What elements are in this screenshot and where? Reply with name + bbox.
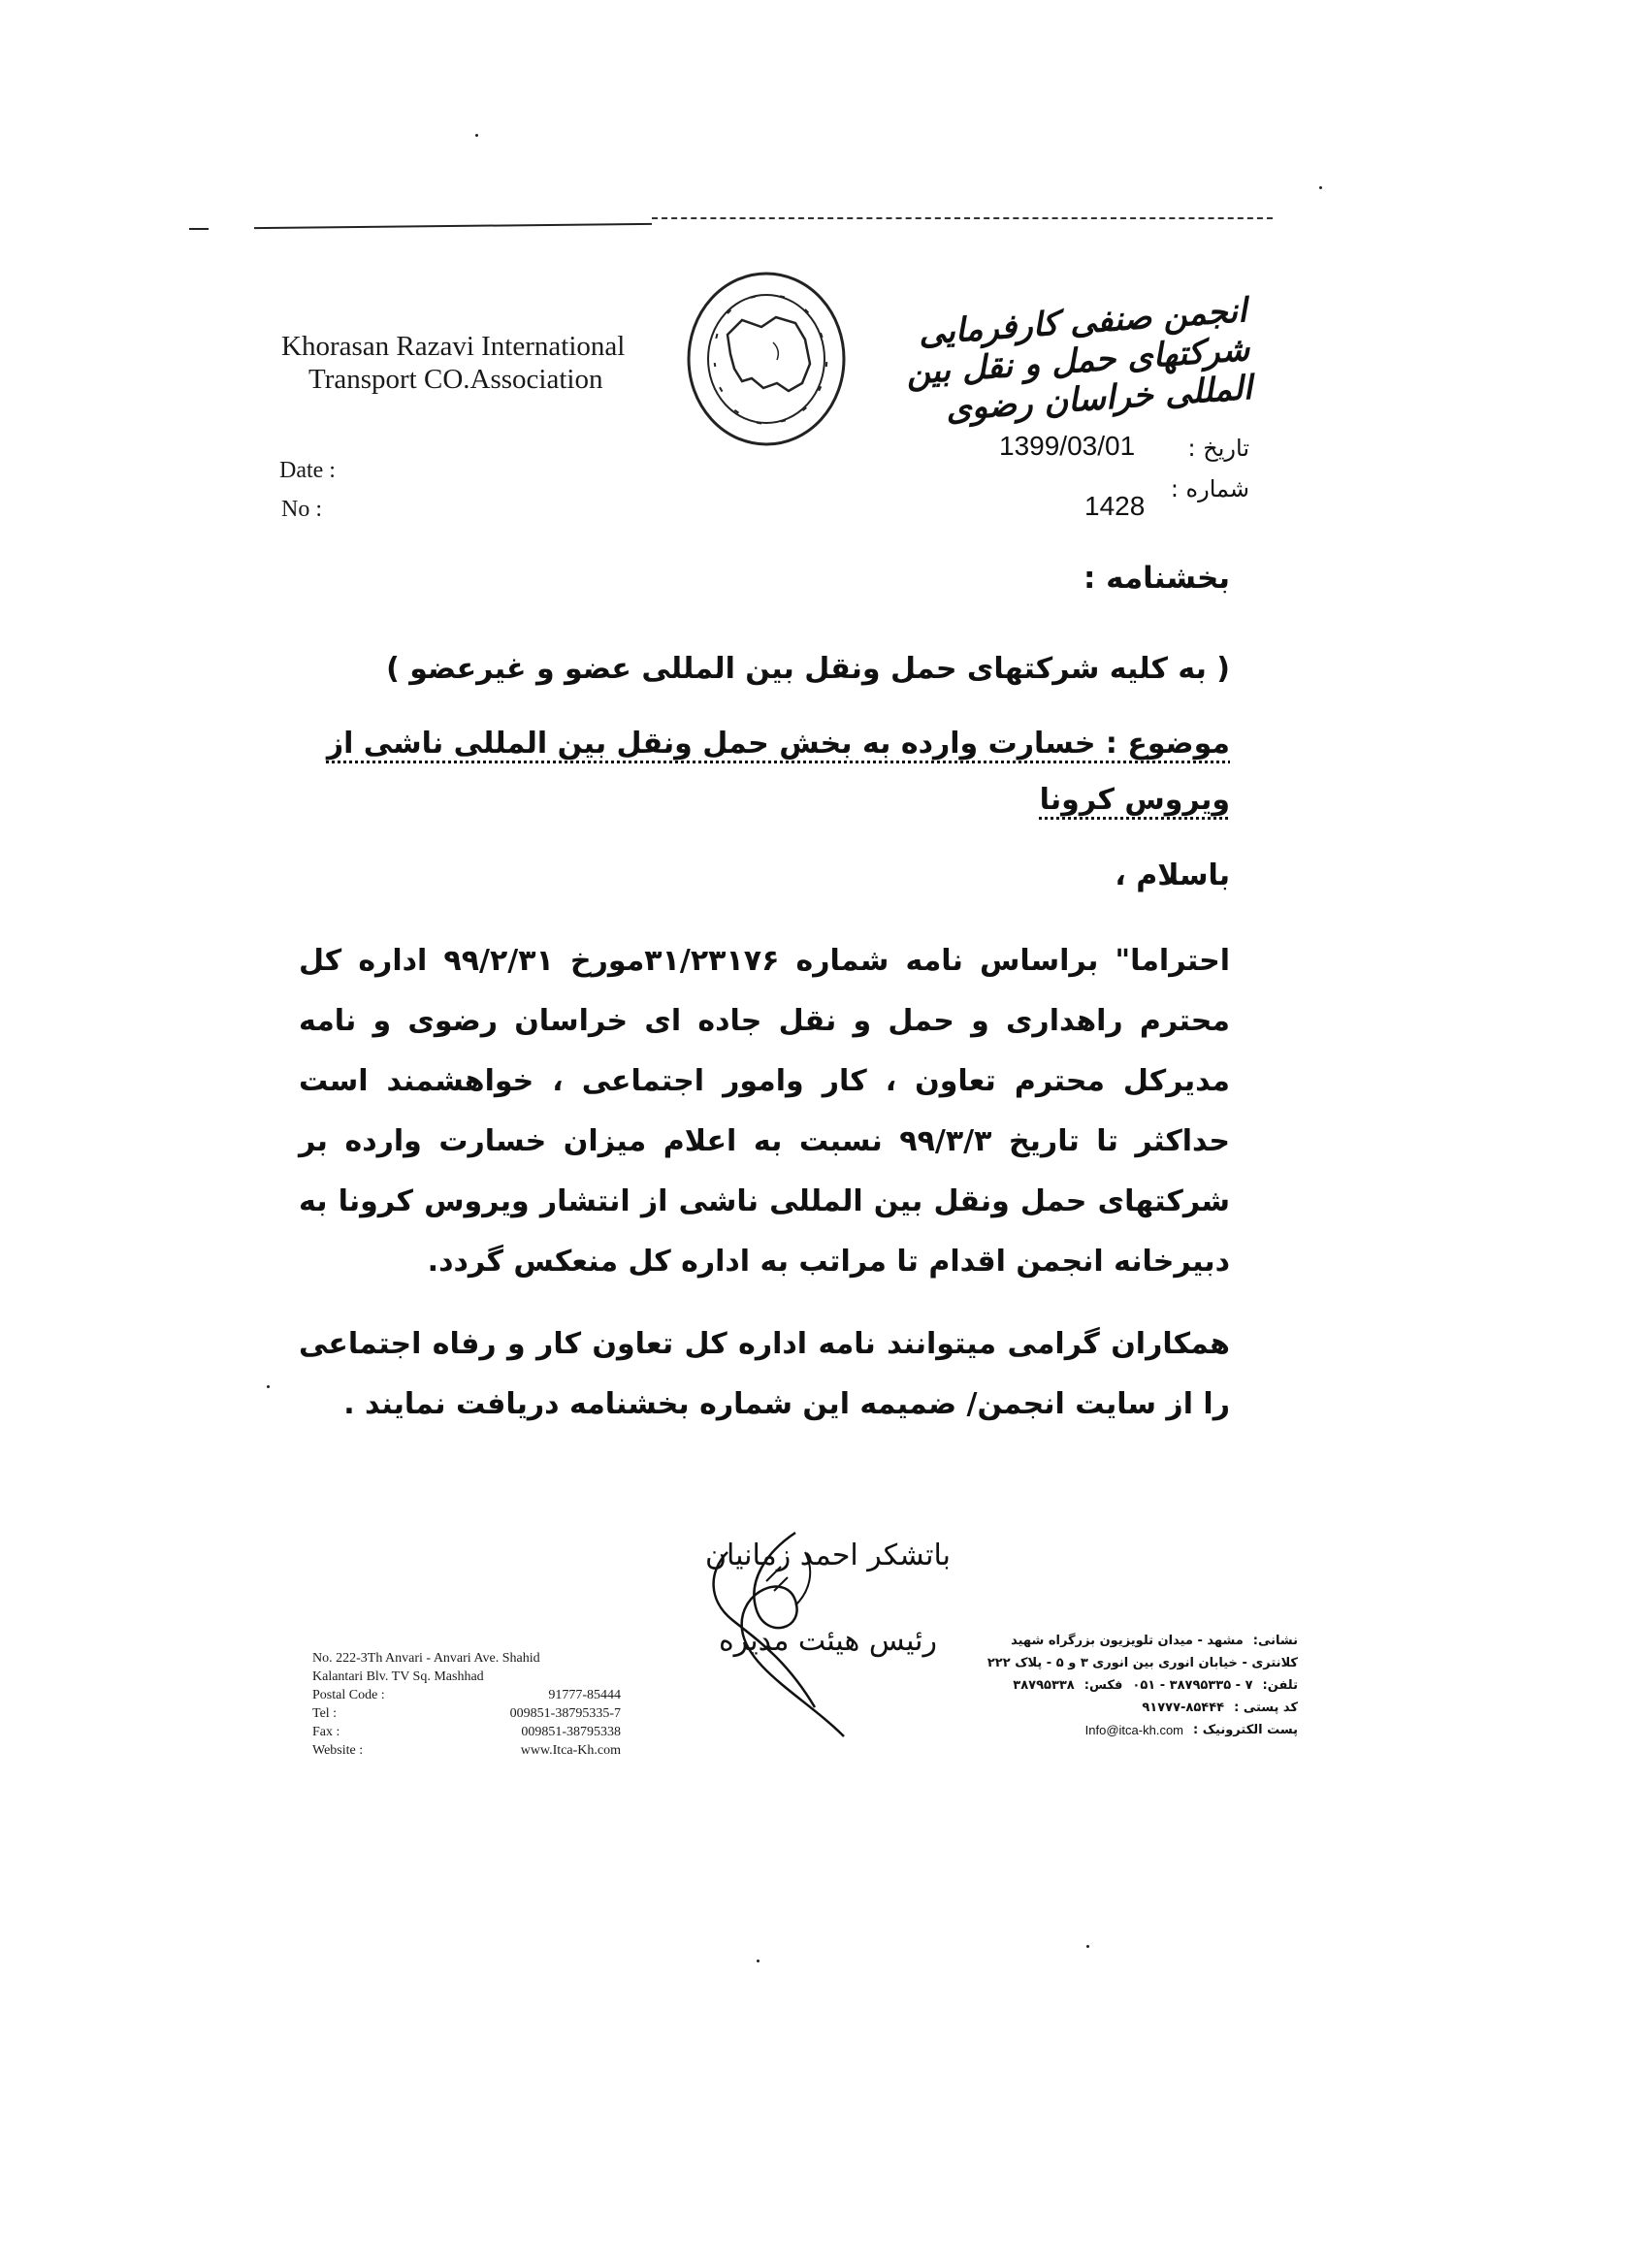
footer-postal-row bbox=[312, 1686, 623, 1704]
date-value: 1399/03/01 bbox=[999, 431, 1136, 461]
footer-tel-value: 009851-38795335-7 bbox=[509, 1706, 621, 1721]
footer-fa-email-row bbox=[978, 1719, 1298, 1741]
body-paragraph-1: احتراما" براساس نامه شماره ۳۱/۲۳۱۷۶مورخ ۹۹/۲/۳۱ اداره کل محترم راهداری و حمل و نقل جاده ای خراسان رضوی و نامه مدیرکل محترم تعاون ، کار وامور اجتماعی ، خواهشمند است حداکثر تا تاریخ ۹۹/۳/۳ نسبت به اعلام میزان خسارت وارده بر شرکتهای حمل ونقل بین المللی ناشی از انتشار ویروس کرونا به دبیرخانه انجمن اقدام تا مراتب به اداره کل منعکس گردد. bbox=[299, 944, 1231, 1279]
letter-type-heading: بخشنامه : bbox=[1083, 561, 1230, 596]
footer-fa-address-line2: کلانتری - خیابان انوری بین انوری ۳ و ۵ - پلاک ۲۲۲ bbox=[986, 1656, 1298, 1670]
footer-tel-row bbox=[312, 1704, 623, 1723]
signer-title: رئیس هیئت مدیره bbox=[718, 1624, 937, 1658]
footer-fax-label: Fax : bbox=[312, 1725, 340, 1739]
letterhead-english-name bbox=[281, 330, 625, 396]
date-label-en: Date : bbox=[279, 458, 336, 483]
footer-fa-address-label: نشانی: bbox=[1252, 1634, 1298, 1648]
footer-address-line1: No. 222-3Th Anvari - Anvari Ave. Shahid bbox=[312, 1651, 540, 1666]
scan-speck bbox=[475, 134, 478, 137]
footer-fa-postal-row bbox=[978, 1697, 1298, 1719]
number-value: 1428 bbox=[1084, 491, 1146, 521]
footer-fa-fax-label: فکس: bbox=[1083, 1678, 1123, 1693]
footer-english-contact bbox=[312, 1649, 623, 1760]
footer-postal-value: 91777-85444 bbox=[548, 1688, 621, 1702]
scan-speck bbox=[1319, 186, 1322, 189]
signer-name: احمد زمانیان bbox=[704, 1539, 858, 1572]
subject-text: موضوع : خسارت وارده به بخش حمل ونقل بین المللی ناشی از ویروس کرونا bbox=[326, 727, 1230, 817]
scan-speck bbox=[267, 1385, 270, 1388]
footer-fa-email-value: Info@itca-kh.com bbox=[1084, 1723, 1183, 1737]
top-rule-main bbox=[254, 223, 652, 229]
date-label-fa: تاریخ : bbox=[1187, 435, 1249, 462]
number-label-fa: شماره : bbox=[1170, 475, 1249, 502]
footer-fa-email-label: پست الکترونیک : bbox=[1193, 1723, 1298, 1737]
footer-fax-row bbox=[312, 1723, 623, 1741]
footer-persian-contact bbox=[978, 1630, 1298, 1741]
number-label-en: No : bbox=[281, 497, 322, 522]
footer-fax-value: 009851-38795338 bbox=[521, 1725, 621, 1739]
english-name-line2: Transport CO.Association bbox=[308, 364, 603, 395]
footer-fa-address-line1: مشهد - میدان تلویزیون بزرگراه شهید bbox=[1011, 1634, 1244, 1648]
body-paragraph-2: همکاران گرامی میتوانند نامه اداره کل تعاون کار و رفاه اجتماعی را از سایت انجمن/ ضمیمه این شماره بخشنامه دریافت نمایند . bbox=[299, 1327, 1230, 1421]
footer-fa-address-row bbox=[978, 1630, 1298, 1652]
top-rule-left bbox=[189, 228, 209, 230]
letterhead-persian-name: انجمن صنفی کارفرمایی شرکتهای حمل و نقل بین المللی خراسان رضوی bbox=[904, 291, 1254, 429]
recipients-line: ( به کلیه شرکتهای حمل ونقل بین المللی عضو و غیرعضو ) bbox=[386, 652, 1230, 686]
footer-tel-label: Tel : bbox=[312, 1706, 338, 1721]
footer-fa-postal-value: ۹۱۷۷۷-۸۵۴۴۴ bbox=[1142, 1701, 1225, 1715]
scan-speck bbox=[757, 1960, 760, 1962]
footer-website-value: www.Itca-Kh.com bbox=[520, 1743, 621, 1758]
footer-fa-postal-label: کد پستی : bbox=[1234, 1701, 1298, 1715]
signature-block bbox=[705, 1518, 951, 1679]
footer-fa-phone-row bbox=[978, 1674, 1298, 1697]
closing-and-name bbox=[705, 1518, 951, 1594]
english-name-line1: Khorasan Razavi International bbox=[281, 331, 626, 362]
footer-website-label: Website : bbox=[312, 1743, 364, 1758]
association-seal-icon bbox=[684, 267, 849, 451]
top-rule-right bbox=[652, 217, 1273, 219]
scan-speck bbox=[1086, 1945, 1089, 1948]
subject-line bbox=[299, 716, 1230, 828]
footer-fa-phone-value: ۷ - ۳۸۷۹۵۳۳۵ - ۰۵۱ bbox=[1132, 1678, 1253, 1693]
footer-postal-label: Postal Code : bbox=[312, 1688, 385, 1702]
footer-fa-phone-label: تلفن: bbox=[1262, 1678, 1298, 1693]
greeting: باسلام ، bbox=[1115, 859, 1230, 892]
footer-address-line2: Kalantari Blv. TV Sq. Mashhad bbox=[312, 1669, 484, 1684]
footer-fa-fax-value: ۳۸۷۹۵۳۳۸ bbox=[1013, 1678, 1075, 1693]
closing-text: باتشکر bbox=[867, 1539, 951, 1572]
footer-website-row bbox=[312, 1741, 623, 1760]
